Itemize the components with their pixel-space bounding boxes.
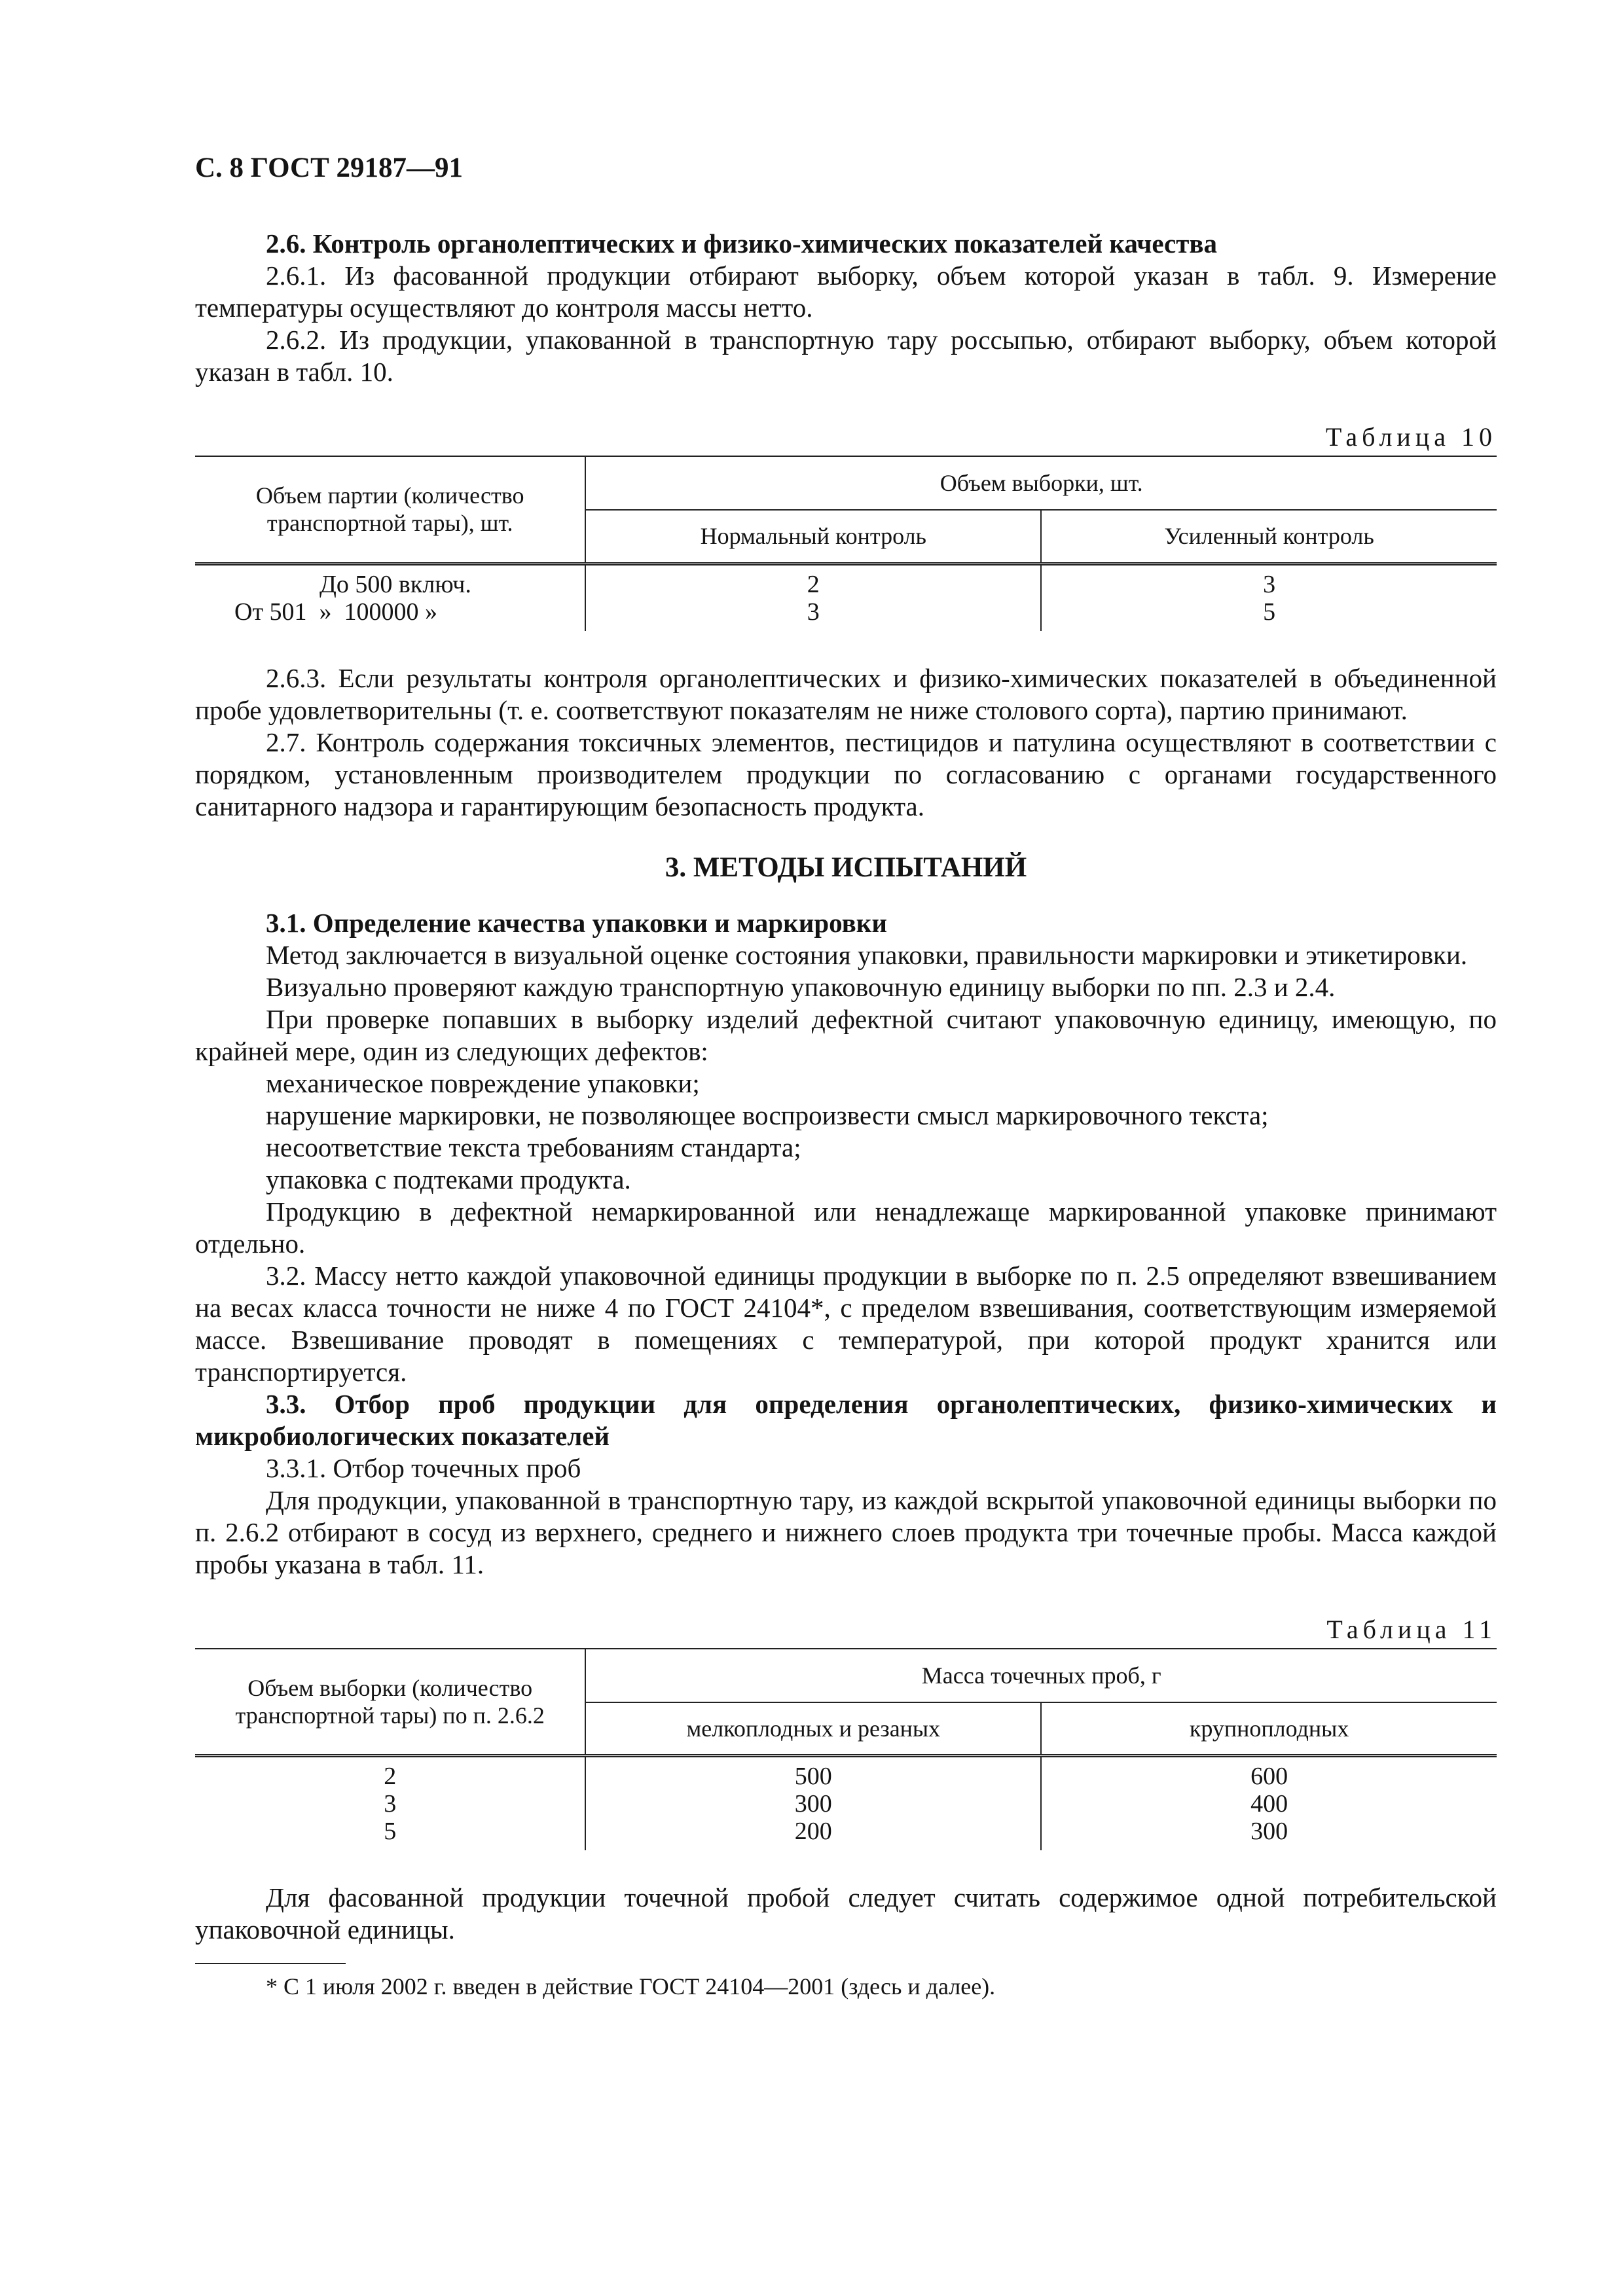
table-cell: 3 (585, 598, 1041, 631)
table-11-sub-header-small: мелкоплодных и резаных (585, 1702, 1041, 1756)
table-cell: 2 (585, 564, 1041, 598)
table-cell: 300 (585, 1790, 1041, 1818)
table-row (195, 1818, 1497, 1850)
table-row (195, 1790, 1497, 1818)
paragraph-2-7: 2.7. Контроль содержания токсичных элементов, пестицидов и патулина осуществляют в соответствии с порядком, установленным производителем продукции по согласованию с органами государственного санитарного надзора и гарантирующим безопасность продукта. (195, 726, 1497, 821)
table-10-span-header: Объем выборки, шт. (585, 456, 1497, 510)
table-cell: 200 (585, 1818, 1041, 1850)
table-cell: 400 (1250, 1790, 1288, 1818)
table-10-sub-header-normal: Нормальный контроль (585, 510, 1041, 564)
heading-2-6: 2.6. Контроль органолептических и физико-химических показателей качества (266, 228, 1217, 259)
table-cell: От 501 » 100000 » (195, 598, 585, 631)
paragraph-3-1-check: Визуально проверяют каждую транспортную упаковочную единицу выборки по пп. 2.3 и 2.4. (266, 971, 1336, 1002)
paragraph-3-1-method: Метод заключается в визуальной оценке состояния упаковки, правильности маркировки и этикетировки. (266, 939, 1468, 970)
heading-3-3: 3.3. Отбор проб продукции для определения органолептических, физико-химических и микробиологических показателей (195, 1388, 1497, 1451)
defect-item: нарушение маркировки, не позволяющее воспроизвести смысл маркировочного текста; (266, 1100, 1269, 1130)
table-11-caption: Таблица 11 (1326, 1614, 1497, 1644)
defect-item: несоответствие текста требованиям стандарта; (266, 1132, 801, 1162)
section-3-title: 3. МЕТОДЫ ИСПЫТАНИЙ (665, 852, 1027, 883)
table-10 (195, 456, 1497, 631)
footnote-divider (195, 1963, 346, 1964)
subheading-3-3-1: 3.3.1. Отбор точечных проб (266, 1452, 581, 1483)
table-cell: 5 (1263, 598, 1276, 626)
heading-3-1: 3.1. Определение качества упаковки и маркировки (266, 907, 888, 938)
table-11-col1-header: Объем выборки (количество транспортной тары) по п. 2.6.2 (195, 1649, 585, 1756)
paragraph-3-1-separate: Продукцию в дефектной немаркированной или ненадлежаще маркированной упаковке принимают отдельно. (195, 1196, 1497, 1259)
table-11-sub-header-large: крупноплодных (1189, 1715, 1349, 1742)
table-cell: 2 (195, 1756, 585, 1791)
page-content (195, 228, 1497, 2001)
paragraph-sample: Для фасованной продукции точечной пробой следует считать содержимое одной потребительской упаковочной единицы. (195, 1882, 1497, 1945)
paragraph-2-6-3: 2.6.3. Если результаты контроля органолептических и физико-химических показателей в объединенной пробе удовлетворительны (т. е. соответствуют показателям не ниже столового сорта), партию принимают. (195, 662, 1497, 725)
table-row (195, 564, 1497, 598)
defect-item: механическое повреждение упаковки; (266, 1067, 700, 1098)
paragraph-3-3-1: Для продукции, упакованной в транспортную тару, из каждой вскрытой упаковочной единицы выборки по п. 2.6.2 отбирают в сосуд из верхнего, среднего и нижнего слоев продукта три точечные пробы. Масса каждой пробы указана в табл. 11. (195, 1484, 1497, 1579)
page-header: С. 8 ГОСТ 29187—91 (195, 152, 464, 183)
table-row (195, 598, 1497, 631)
table-cell: 500 (585, 1756, 1041, 1791)
table-cell: 600 (1041, 1756, 1497, 1791)
table-cell: 3 (195, 1790, 585, 1818)
paragraph-2-6-2: 2.6.2. Из продукции, упакованной в транспортную тару россыпью, отбирают выборку, объем которой указан в табл. 10. (195, 325, 1497, 387)
table-row (195, 1756, 1497, 1791)
table-cell: До 500 включ. (195, 564, 585, 598)
paragraph-2-6-1: 2.6.1. Из фасованной продукции отбирают выборку, объем которой указан в табл. 9. Измерение температуры осуществляют до контроля массы нетто. (195, 260, 1497, 323)
paragraph-3-1-defects-intro: При проверке попавших в выборку изделий дефектной считают упаковочную единицу, имеющую, по крайней мере, один из следующих дефектов: (195, 1003, 1497, 1066)
table-11-span-header: Масса точечных проб, г (585, 1649, 1497, 1702)
paragraph-3-2: 3.2. Массу нетто каждой упаковочной единицы продукции в выборке по п. 2.5 определяют взвешиванием на весах класса точности не ниже 4 по ГОСТ 24104*, с пределом взвешивания, соответствующим измеряемой массе. Взвешивание проводят в помещениях с температурой, при которой продукт хранится или транспортируется. (195, 1260, 1497, 1387)
table-10-sub-header-strict: Усиленный контроль (1164, 523, 1374, 550)
footnote: * С 1 июля 2002 г. введен в действие ГОСТ 24104—2001 (здесь и далее). (266, 1973, 996, 2000)
table-cell: 5 (195, 1818, 585, 1850)
defect-item: упаковка с подтеками продукта. (266, 1164, 631, 1194)
table-cell: 300 (1250, 1818, 1288, 1845)
table-cell: 3 (1041, 564, 1497, 598)
table-10-col1-header: Объем партии (количество транспортной тары), шт. (195, 456, 585, 564)
table-10-caption: Таблица 10 (1325, 422, 1497, 452)
table-11 (195, 1648, 1497, 1851)
